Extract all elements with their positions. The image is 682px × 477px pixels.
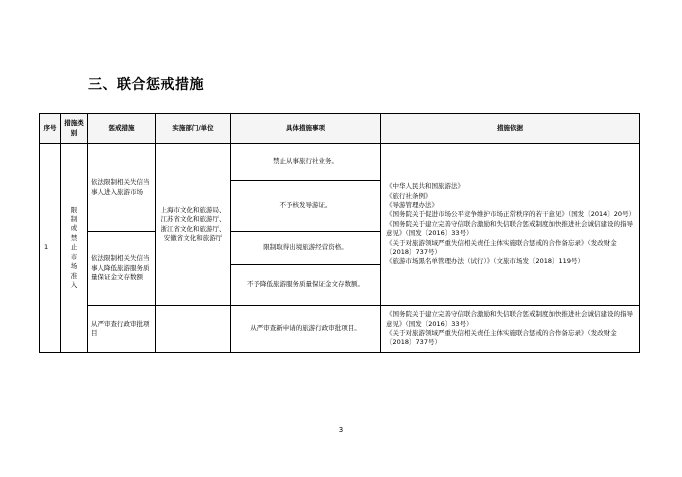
- cell-item-1: 禁止从事旅行社业务。: [231, 144, 381, 181]
- cell-category: 限制或禁止市场准入: [61, 144, 88, 353]
- basis-line: 《旅游市场黑名单管理办法（试行）》（文旅市场发〔2018〕119号）: [386, 257, 584, 266]
- basis-line: 《关于对旅游领域严重失信相关责任主体实施联合惩戒的合作备忘录》（发改财金〔2018〕737号）: [386, 329, 617, 347]
- header-seq: 序号: [40, 114, 61, 144]
- cell-seq: 1: [40, 144, 61, 353]
- punishment-measures-table: [39, 113, 640, 353]
- basis-line: 《国务院关于促进市场公平竞争维护市场正常秩序的若干意见》（国发〔2014〕20号）: [386, 210, 636, 219]
- basis-line: 《国务院关于建立完善守信联合激励和失信联合惩戒制度加快推进社会诚信建设的指导意见》（国发〔2016〕33号）: [386, 310, 633, 328]
- header-item: 具体措施事项: [231, 114, 381, 144]
- header-basis: 措施依据: [381, 114, 640, 144]
- table-row: [40, 144, 640, 181]
- measure-3-text: 从严审查行政审批项目: [91, 319, 150, 337]
- basis-line: 《关于对旅游领域严重失信相关责任主体实施联合惩戒的合作备忘录》（发改财金〔2018〕737号）: [386, 238, 617, 257]
- cell-department-empty: [156, 306, 231, 353]
- cell-basis-2: [381, 306, 640, 353]
- basis-line: 《旅行社条例》: [386, 191, 432, 200]
- measure-1-text: 依法限制相关失信当事人进入旅游市场: [91, 178, 150, 196]
- cell-basis-1: [381, 144, 640, 306]
- table-header-row: [40, 114, 640, 144]
- cell-department: 上海市文化和旅游局、江苏省文化和旅游厅、浙江省文化和旅游厅、安徽省文化和旅游厅: [156, 144, 231, 306]
- header-measure: 惩戒措施: [88, 114, 156, 144]
- cell-item-3: 限制取得出境旅游经营资格。: [231, 232, 381, 265]
- cell-item-2: 不予核发导游证。: [231, 181, 381, 232]
- section-title: 三、联合惩戒措施: [88, 77, 204, 93]
- basis-line: 《国务院关于建立完善守信联合激励和失信联合惩戒制度加快推进社会诚信建设的指导意见》（国发〔2016〕33号）: [386, 219, 633, 238]
- page-number: 3: [338, 426, 344, 434]
- header-category: 措施类别: [61, 114, 88, 144]
- basis-line: 《导游管理办法》: [386, 200, 438, 209]
- measure-2-text: 依法限制相关失信当事人降低旅游服务质量保证金文存数额: [91, 254, 150, 282]
- table-row: [40, 306, 640, 353]
- cell-measure-2: [88, 232, 156, 306]
- cell-item-4: 不予降低旅游服务质量保证金文存数额。: [231, 265, 381, 306]
- cell-measure-1: [88, 144, 156, 232]
- cell-measure-3: [88, 306, 156, 353]
- basis-line: 《中华人民共和国旅游法》: [386, 182, 464, 191]
- header-department: 实施部门/单位: [156, 114, 231, 144]
- cell-item-5: 从严审查新申请的旅游行政审批项目。: [231, 306, 381, 353]
